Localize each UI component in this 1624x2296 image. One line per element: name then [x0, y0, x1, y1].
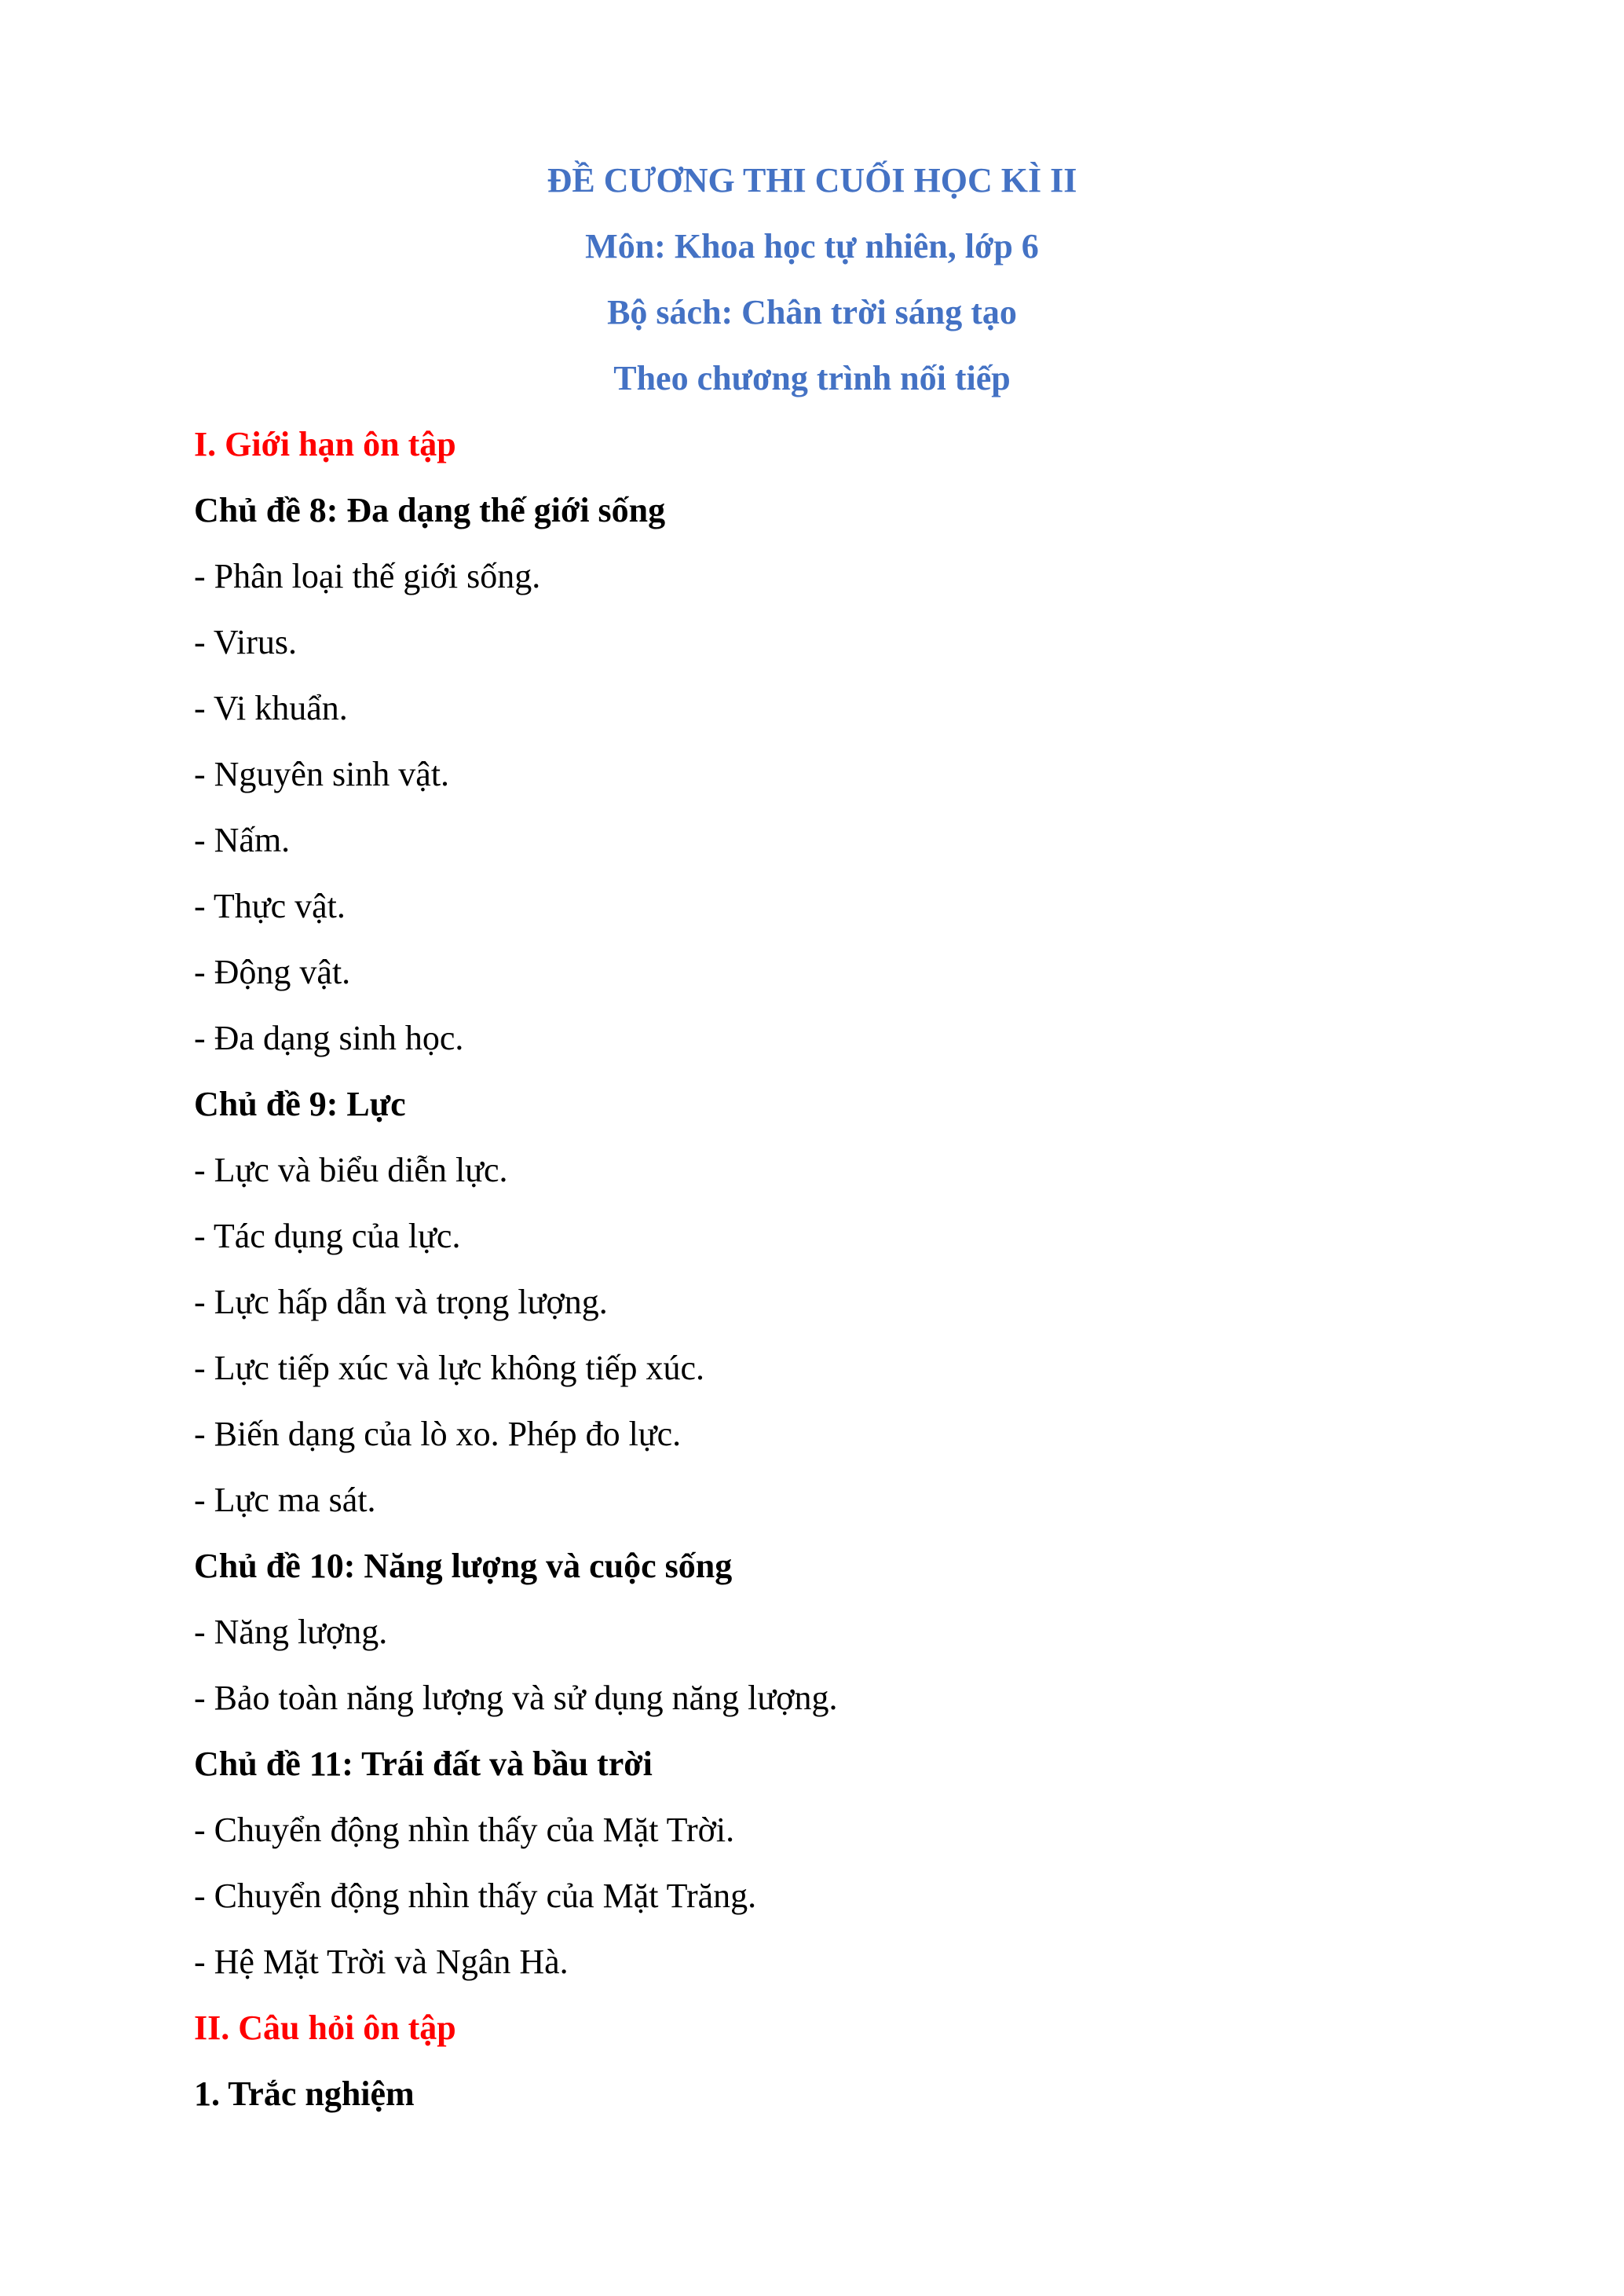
- topic-heading-9: Chủ đề 9: Lực: [194, 1085, 406, 1123]
- list-item: - Nấm.: [194, 821, 291, 859]
- list-item: - Phân loại thế giới sống.: [194, 557, 541, 595]
- list-item: - Thực vật.: [194, 887, 346, 925]
- list-item: - Virus.: [194, 623, 297, 661]
- program-line: Theo chương trình nối tiếp: [613, 359, 1011, 397]
- list-item: - Nguyên sinh vật.: [194, 755, 450, 793]
- subject-line: Môn: Khoa học tự nhiên, lớp 6: [585, 227, 1039, 265]
- list-item: - Lực và biểu diễn lực.: [194, 1151, 508, 1189]
- list-item: - Lực hấp dẫn và trọng lượng.: [194, 1283, 608, 1321]
- list-item: - Lực ma sát.: [194, 1481, 376, 1519]
- list-item: - Động vật.: [194, 953, 351, 991]
- section-heading-1: I. Giới hạn ôn tập: [194, 425, 456, 463]
- topic-heading-8: Chủ đề 8: Đa dạng thế giới sống: [194, 491, 666, 529]
- document-title: ĐỀ CƯƠNG THI CUỐI HỌC KÌ II: [547, 161, 1077, 200]
- list-item: - Biến dạng của lò xo. Phép đo lực.: [194, 1415, 682, 1453]
- list-item: - Vi khuẩn.: [194, 689, 348, 727]
- list-item: - Năng lượng.: [194, 1613, 388, 1651]
- subsection-heading-multiple-choice: 1. Trắc nghiệm: [194, 2074, 415, 2113]
- list-item: - Bảo toàn năng lượng và sử dụng năng lượng.: [194, 1679, 838, 1717]
- document-body: [194, 412, 1529, 2127]
- document-header: [0, 148, 1624, 412]
- list-item: - Hệ Mặt Trời và Ngân Hà.: [194, 1943, 569, 1981]
- book-line: Bộ sách: Chân trời sáng tạo: [607, 293, 1017, 331]
- list-item: - Tác dụng của lực.: [194, 1217, 461, 1255]
- list-item: - Lực tiếp xúc và lực không tiếp xúc.: [194, 1349, 705, 1387]
- list-item: - Chuyển động nhìn thấy của Mặt Trời.: [194, 1811, 735, 1849]
- topic-heading-11: Chủ đề 11: Trái đất và bầu trời: [194, 1745, 653, 1783]
- topic-heading-10: Chủ đề 10: Năng lượng và cuộc sống: [194, 1547, 733, 1585]
- section-heading-2: II. Câu hỏi ôn tập: [194, 2009, 456, 2047]
- list-item: - Chuyển động nhìn thấy của Mặt Trăng.: [194, 1877, 757, 1915]
- list-item: - Đa dạng sinh học.: [194, 1019, 464, 1057]
